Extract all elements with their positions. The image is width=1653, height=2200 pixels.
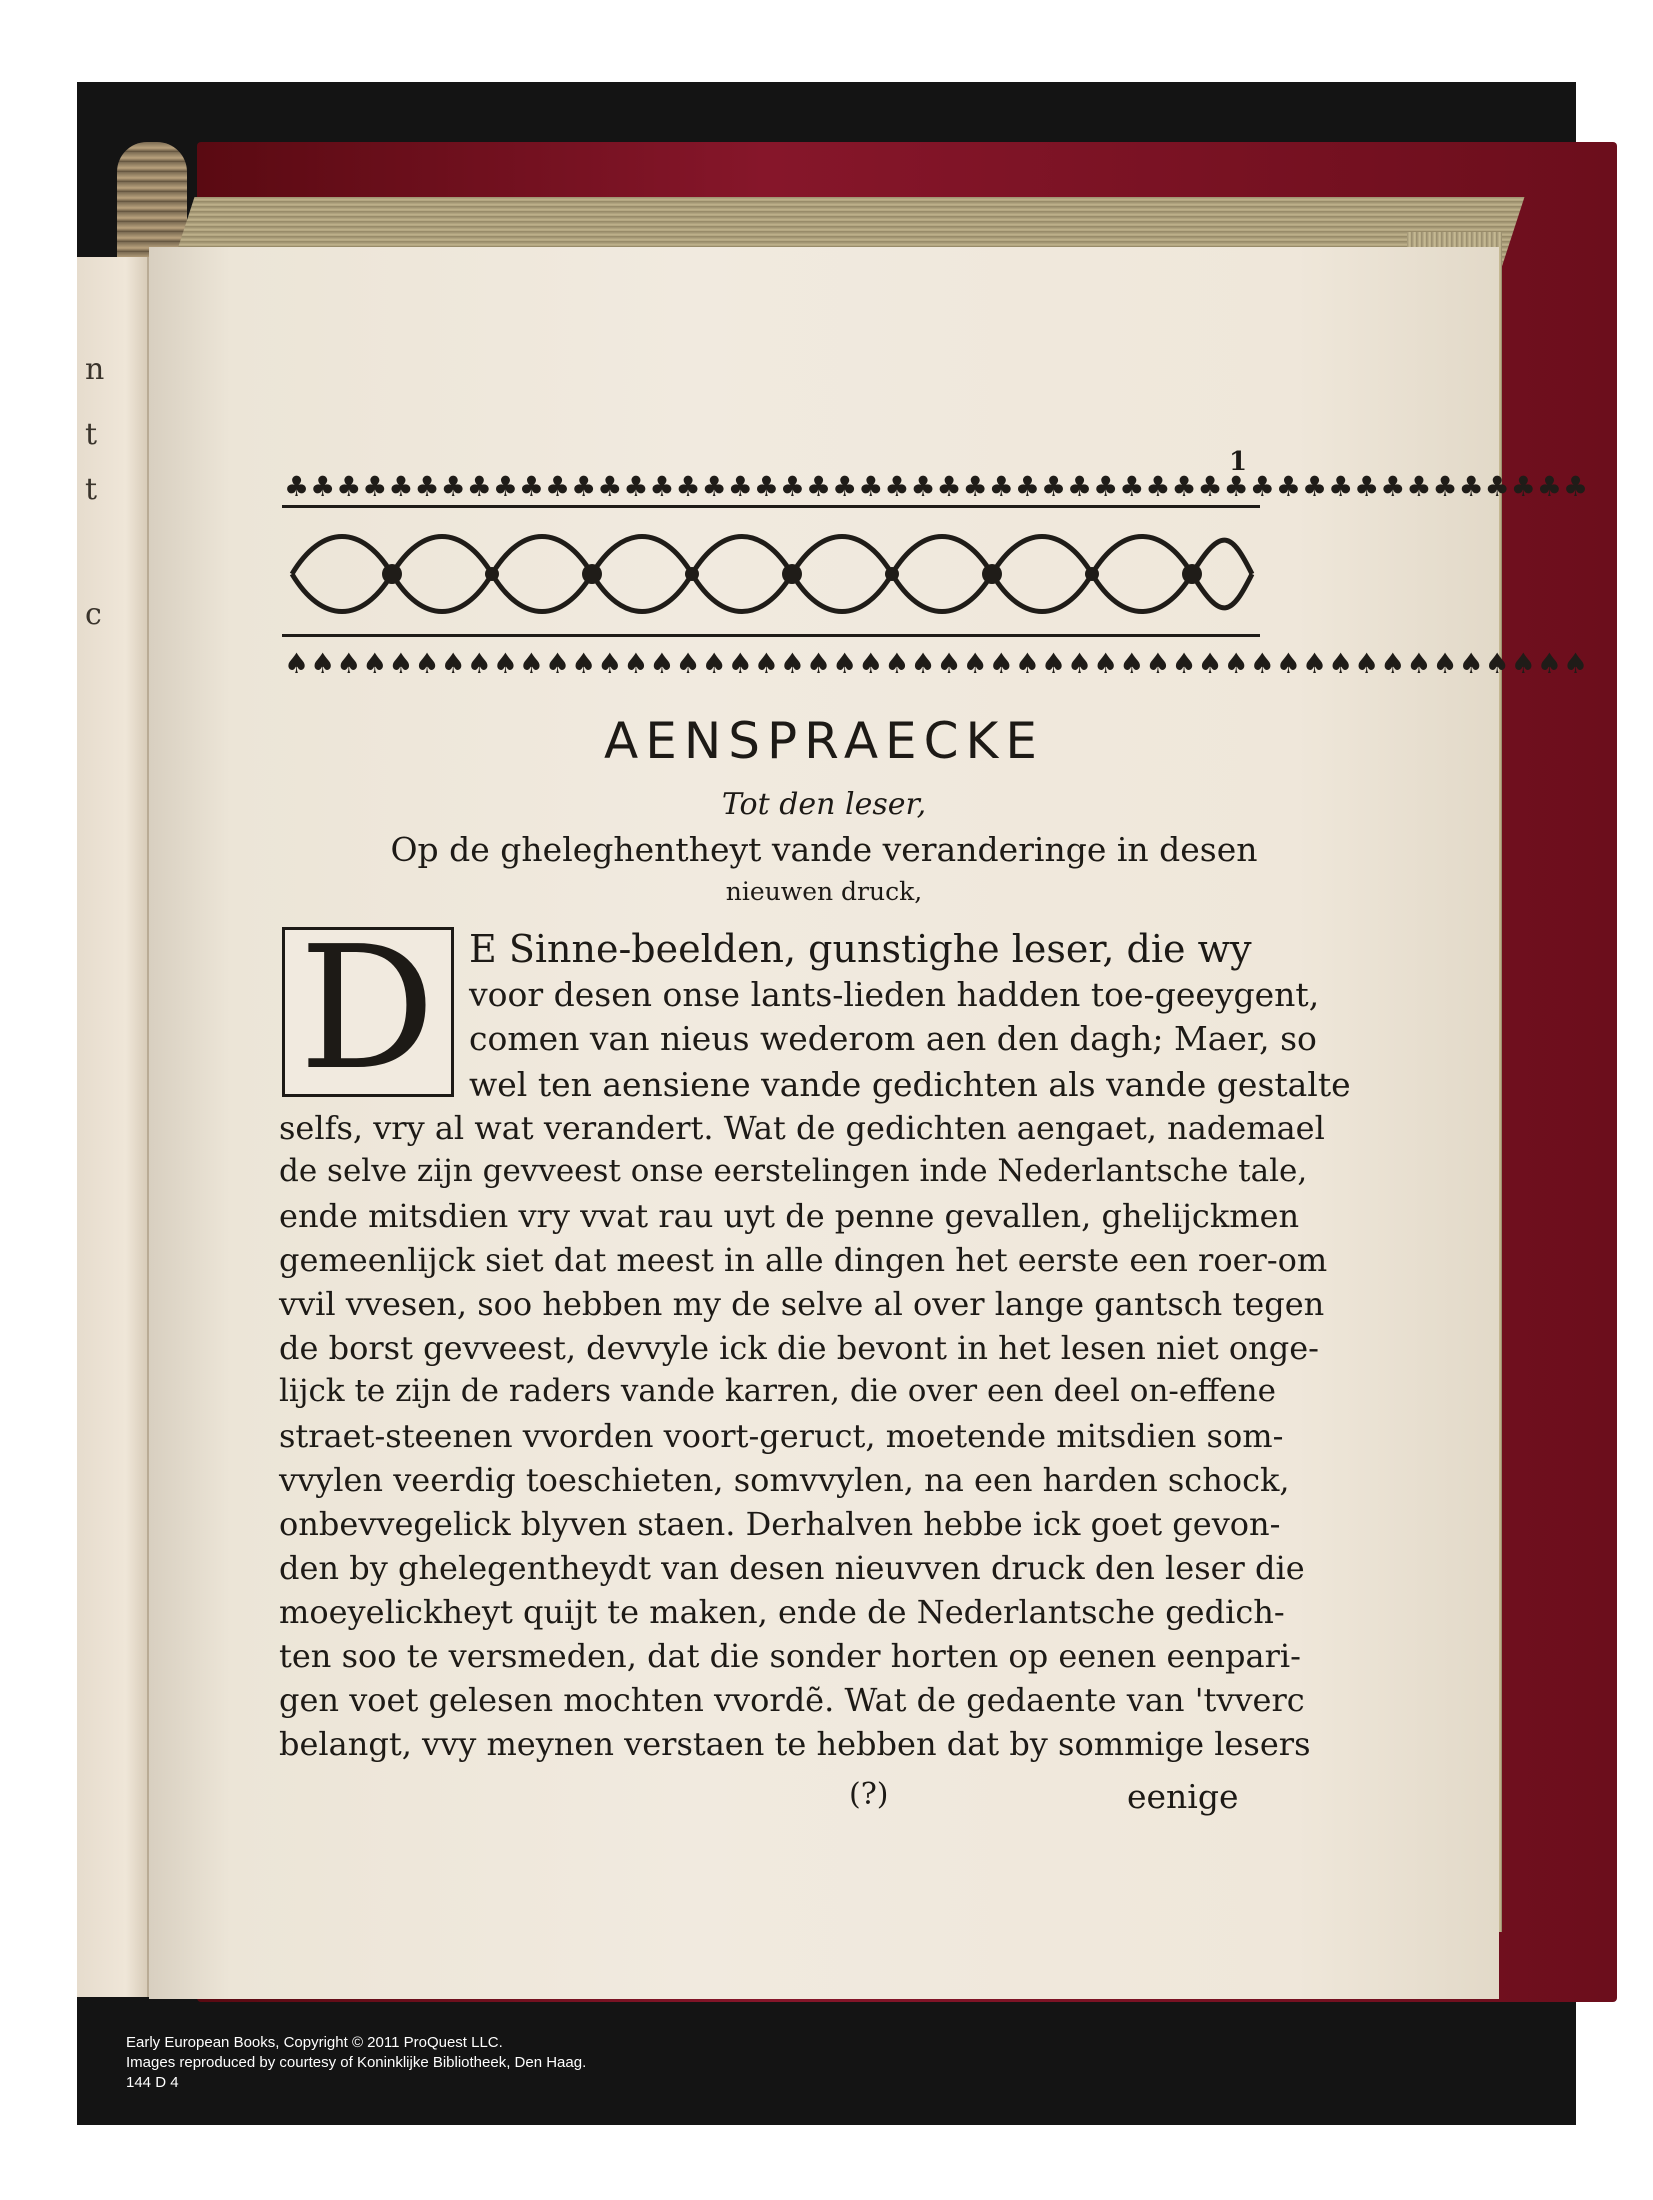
body-line: onbevvegelick blyven staen. Derhalven hebbe ick goet gevon- — [279, 1505, 1281, 1543]
body-line: belangt, vvy meynen verstaen te hebben dat by sommige lesers — [279, 1725, 1311, 1763]
ornament-band — [282, 505, 1260, 637]
decorated-initial — [282, 910, 454, 1108]
body-line: E Sinne-beelden, gunstighe leser, die wy — [469, 927, 1252, 971]
body-line: straet-steenen vvorden voort-geruct, moetende mitsdien som- — [279, 1417, 1284, 1455]
page-number: 1 — [1229, 447, 1248, 477]
body-line: ende mitsdien vry vvat rau uyt de penne gevallen, ghelijckmen — [279, 1197, 1300, 1235]
body-line: gemeenlijck siet dat meest in alle dingen het eerste een roer-om — [279, 1241, 1328, 1279]
footer-copyright: Early European Books, Copyright © 2011 ProQuest LLC. — [126, 2034, 503, 2051]
subtitle: Tot den leser, — [721, 787, 927, 822]
footer-courtesy: Images reproduced by courtesy of Koninklijke Bibliotheek, Den Haag. — [126, 2054, 587, 2071]
body-line: gen voet gelesen mochten vvordẽ. Wat de gedaente van 'tvverc — [279, 1681, 1305, 1719]
body-line: de selve zijn gevveest onse eerstelingen inde Nederlantsche tale, — [279, 1153, 1308, 1189]
page-title: AENSPRAECKE — [604, 712, 1044, 770]
body-line: den by ghelegentheydt van desen nieuvven druck den leser die — [279, 1549, 1305, 1587]
body-line: vvil vvesen, soo hebben my de selve al over lange gantsch tegen — [279, 1285, 1325, 1323]
occasion-line: Op de gheleghentheyt vande veranderinge in desen — [390, 830, 1258, 869]
body-line: voor desen onse lants-lieden hadden toe-geeygent, — [469, 975, 1320, 1014]
ornament-row-bottom: ♠♠♠♠♠♠♠♠♠♠♠♠♠♠♠♠♠♠♠♠♠♠♠♠♠♠♠♠♠♠♠♠♠♠♠♠♠♠♠♠♠♠♠♠♠♠♠♠♠♠ — [284, 647, 1590, 680]
body-line: lijck te zijn de raders vande karren, die over een deel on-effene — [279, 1373, 1276, 1409]
body-line: comen van nieus wederom aen den dagh; Maer, so — [469, 1019, 1317, 1058]
body-line: moeyelickheyt quijt te maken, ende de Nederlantsche gedich- — [279, 1593, 1285, 1631]
footer-shelfmark: 144 D 4 — [126, 2074, 179, 2091]
occasion-line-2: nieuwen druck, — [725, 877, 923, 906]
body-line: selfs, vry al wat verandert. Wat de gedichten aengaet, nademael — [279, 1109, 1325, 1147]
initial-letter: D — [299, 910, 436, 1108]
ornament-row-top: ♣♣♣♣♣♣♣♣♣♣♣♣♣♣♣♣♣♣♣♣♣♣♣♣♣♣♣♣♣♣♣♣♣♣♣♣♣♣♣♣♣♣♣♣♣♣♣♣♣♣ — [284, 470, 1590, 503]
left-page-mark: t — [85, 472, 98, 507]
floral-ornament-icon — [282, 514, 1260, 632]
left-page-mark: c — [85, 597, 102, 632]
body-line: vvylen veerdig toeschieten, somvvylen, na een harden schock, — [279, 1461, 1290, 1499]
left-page-mark: t — [85, 417, 98, 452]
body-line: ten soo te versmeden, dat die sonder horten op eenen eenpari- — [279, 1637, 1301, 1675]
facing-left-page — [77, 257, 149, 1997]
left-page-mark: n — [85, 352, 105, 387]
signature-mark: (?) — [849, 1777, 889, 1812]
copyright-footer — [77, 2015, 1576, 2125]
book-photograph — [77, 82, 1590, 2015]
printed-page — [149, 247, 1590, 1999]
body-line: de borst gevveest, devvyle ick die bevont in het lesen niet onge- — [279, 1329, 1319, 1367]
catchword: eenige — [1127, 1777, 1239, 1816]
body-line: wel ten aensiene vande gedichten als vande gestalte — [469, 1065, 1351, 1104]
